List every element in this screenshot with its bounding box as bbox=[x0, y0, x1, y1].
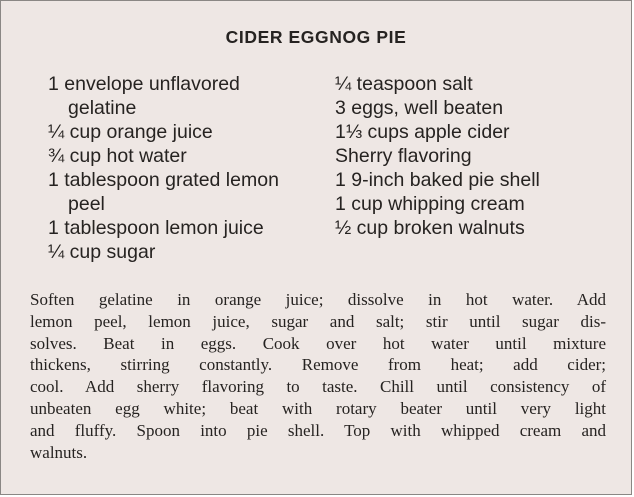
ingredient-line: gelatine bbox=[68, 97, 137, 119]
ingredient-line: ¼ teaspoon salt bbox=[335, 73, 473, 95]
method-line: and fluffy. Spoon into pie shell. Top with whipped cream and bbox=[30, 420, 606, 440]
method-line: cool. Add sherry flavoring to taste. Chill until consistency of bbox=[30, 377, 606, 397]
ingredient-line: ¼ cup sugar bbox=[48, 241, 156, 263]
ingredients-right-column bbox=[335, 72, 540, 240]
method-line: thickens, stirring constantly. Remove from heat; add cider; bbox=[30, 355, 606, 375]
ingredient-line: 1 cup whipping cream bbox=[335, 193, 525, 215]
ingredient-line: 1 9-inch baked pie shell bbox=[335, 169, 540, 191]
ingredient-line: 1 envelope unflavored bbox=[48, 73, 240, 95]
ingredient-line: peel bbox=[68, 193, 105, 215]
ingredients-left-column bbox=[48, 72, 279, 264]
method-line: walnuts. bbox=[30, 442, 88, 462]
method-line: lemon peel, lemon juice, sugar and salt; stir until sugar dis- bbox=[30, 311, 606, 331]
ingredient-line: 1 tablespoon lemon juice bbox=[48, 217, 264, 239]
ingredient-line: Sherry flavoring bbox=[335, 145, 472, 167]
ingredient-line: 1 tablespoon grated lemon bbox=[48, 169, 279, 191]
method-line: solves. Beat in eggs. Cook over hot water until mixture bbox=[30, 333, 606, 353]
recipe-title: CIDER EGGNOG PIE bbox=[225, 27, 407, 47]
ingredient-line: ¼ cup orange juice bbox=[48, 121, 213, 143]
method-line: Soften gelatine in orange juice; dissolve in hot water. Add bbox=[30, 290, 606, 309]
ingredient-line: ½ cup broken walnuts bbox=[335, 217, 525, 239]
ingredient-line: 1⅓ cups apple cider bbox=[335, 121, 510, 143]
ingredient-line: 3 eggs, well beaten bbox=[335, 97, 504, 119]
method-line: unbeaten egg white; beat with rotary beater until very light bbox=[30, 398, 606, 418]
method-paragraph bbox=[30, 289, 606, 463]
ingredient-line: ¾ cup hot water bbox=[48, 145, 187, 167]
